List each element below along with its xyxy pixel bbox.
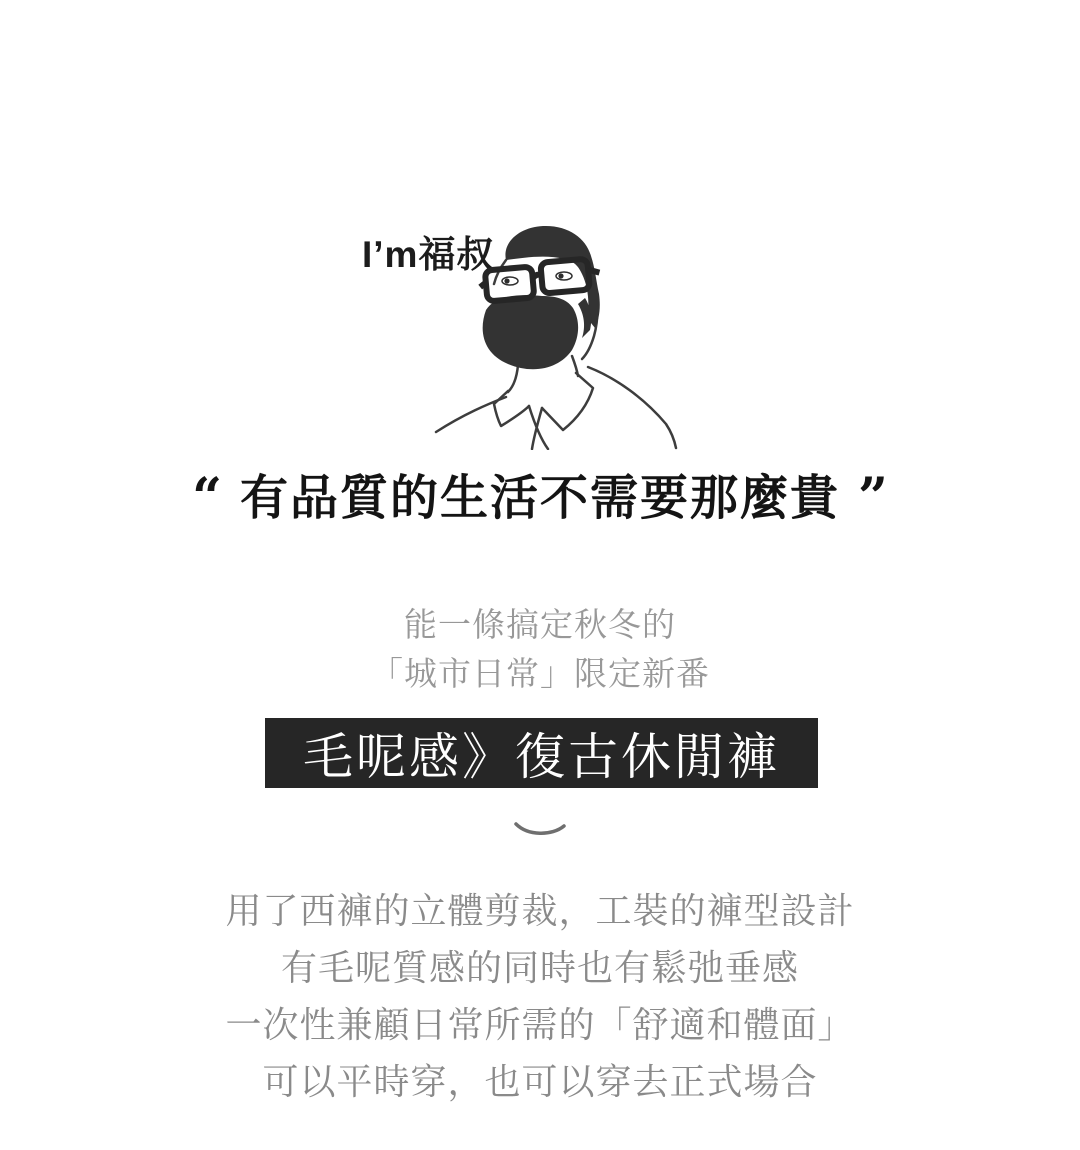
close-quote-mark: ” (858, 467, 888, 528)
quote-headline (0, 464, 1080, 534)
subtitle-block (0, 600, 1080, 698)
product-title-banner: 毛呢感》復古休閒褲 (265, 718, 818, 788)
subtitle-line-1: 能一條搞定秋冬的 (404, 606, 676, 643)
quote-text: 有品質的生活不需要那麼貴 (239, 472, 840, 525)
mascot-illustration (430, 218, 700, 450)
description-line-2: 有毛呢質感的同時也有鬆弛垂感 (280, 947, 799, 988)
open-quote-mark: “ (192, 467, 222, 528)
mascot-intro-label: I’m福叔 (362, 234, 495, 275)
smile-arc-divider (512, 818, 568, 842)
subtitle-line-2: 「城市日常」限定新番 (370, 655, 710, 692)
description-line-1: 用了西褲的立體剪裁，工裝的褲型設計 (225, 890, 855, 931)
description-line-3: 一次性兼顧日常所需的「舒適和體面」 (225, 1004, 855, 1045)
description-line-4: 可以平時穿，也可以穿去正式場合 (262, 1061, 818, 1102)
description-block (0, 882, 1080, 1110)
bearded-man-illustration (430, 218, 700, 450)
